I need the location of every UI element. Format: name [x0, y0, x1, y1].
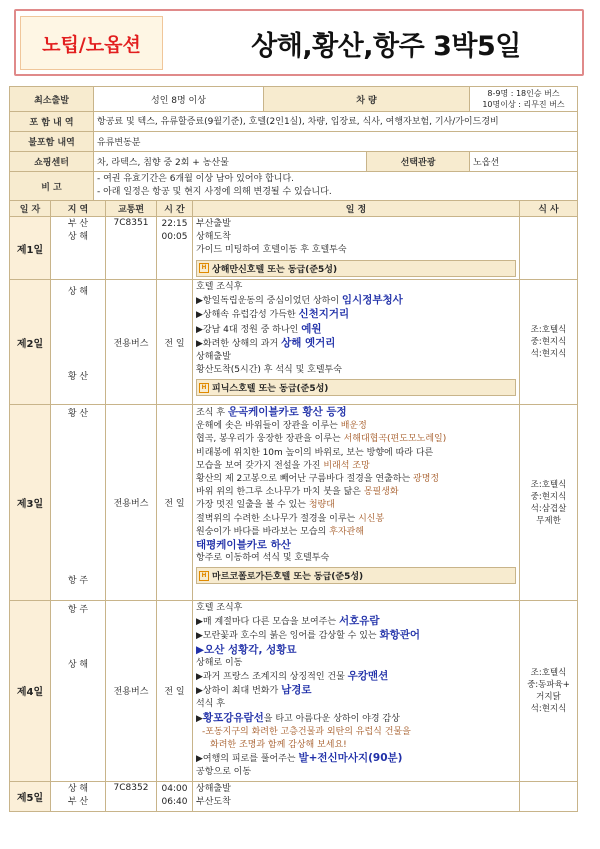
line-text: ▶과거 프랑스 조계지의 상징적인 건물 [196, 672, 348, 683]
line-text: 바위 위의 한그루 소나무가 마치 붓을 닮은 [196, 487, 364, 498]
schedule-line [196, 513, 516, 526]
region-2: 상 해 [67, 660, 89, 670]
vehicle-line-2: 10명이상 : 리무진 버스 [482, 100, 565, 109]
region-cell [51, 405, 106, 601]
line-text: 조식 후 [196, 408, 228, 418]
time-2: 00:05 [161, 232, 188, 242]
meal-breakfast: 조:호텔식 [530, 325, 567, 335]
line-text: 협곡, 봉우리가 웅장한 장관을 이루는 [196, 434, 344, 445]
day-row-2 [10, 280, 578, 405]
region-2: 상 해 [67, 232, 89, 242]
schedule-table [9, 200, 578, 812]
header-banner [14, 9, 584, 76]
schedule-cell [193, 405, 520, 601]
hotel-bar [196, 379, 516, 396]
vehicle-value [470, 87, 578, 112]
highlight-text: 서해대협곡(편도모노레일) [343, 434, 447, 445]
line-text: ▶강남 4대 정원 중 하나인 [196, 324, 302, 335]
schedule-line: 상해도착 [196, 232, 231, 243]
day-label: 제2일 [10, 280, 51, 405]
schedule-line [196, 670, 516, 684]
exclude-label: 불포함 내역 [10, 132, 94, 152]
meal-lunch: 중:동파육+ [527, 679, 570, 690]
highlight-text: 발+전신마사지(90분) [298, 752, 403, 765]
hotel-icon: H [199, 383, 209, 393]
highlight-text: 몽필생화 [363, 487, 399, 498]
schedule-line: 석식 후 [196, 699, 225, 710]
transport-cell: 전용버스 [106, 601, 157, 782]
schedule-line [196, 473, 516, 486]
line-text: ▶여행의 피로를 풀어주는 [196, 754, 299, 765]
col-meal: 식 사 [520, 201, 578, 217]
schedule-line [196, 308, 516, 322]
region-2: 부 산 [67, 797, 89, 808]
region-1: 황 산 [67, 409, 89, 419]
schedule-line [196, 712, 516, 726]
exclude-value: 유류변동분 [94, 132, 578, 152]
highlight-text: 임시정부청사 [341, 294, 403, 307]
meal-cell [520, 217, 578, 280]
highlight-text: 시신봉 [358, 513, 385, 524]
region-2: 황 산 [67, 372, 89, 382]
include-value: 항공료 및 텍스, 유류할증료(9월기준), 호텔(2인1실), 차량, 입장료, 식사, 여행자보험, 기사/가이드경비 [94, 112, 578, 132]
meal-lunch-note: 거지닭 [536, 691, 561, 702]
schedule-line [196, 486, 516, 499]
day-label: 제4일 [10, 601, 51, 782]
min-departure-label: 최소출발 [10, 87, 94, 112]
schedule-line: 항주로 이동하여 석식 및 호텔투숙 [196, 553, 330, 564]
meal-dinner: 석:삼겹살 [530, 503, 567, 514]
transport-cell: 전용버스 [106, 280, 157, 405]
line-text: 원숭이가 바다를 바라보는 모습의 [196, 526, 330, 537]
min-departure-value: 성인 8명 이상 [94, 87, 264, 112]
schedule-line [196, 526, 516, 539]
schedule-line: 공항으로 이동 [196, 767, 252, 778]
meal-dinner-note: 무제한 [536, 515, 561, 526]
schedule-line [196, 615, 516, 629]
hotel-name: 피닉스호텔 또는 동급(준5성) [212, 384, 329, 395]
meal-breakfast: 조:호텔식 [530, 667, 567, 678]
transport-cell: 7C8352 [106, 781, 157, 811]
hotel-name: 마르코폴로가든호텔 또는 동급(준5성) [212, 572, 364, 583]
col-region: 지 역 [51, 201, 106, 217]
col-schedule: 일 정 [193, 201, 520, 217]
region-cell [51, 781, 106, 811]
note-label: 비 고 [10, 172, 94, 201]
day-label: 제3일 [10, 405, 51, 601]
schedule-line [196, 752, 516, 766]
itinerary-document [9, 86, 578, 812]
note-line-1: - 여권 유효기간은 6개월 이상 남아 있어야 합니다. [97, 174, 295, 184]
highlight-text: 비래석 조망 [323, 460, 370, 471]
badge-no-tip-no-option: 노팁/노옵션 [20, 16, 163, 70]
day-label: 제1일 [10, 217, 51, 280]
schedule-cell [193, 280, 520, 405]
include-label: 포 함 내 역 [10, 112, 94, 132]
line-text: ▶상하이 최대 번화가 [196, 686, 282, 697]
meal-cell [520, 781, 578, 811]
highlight-text: 상해 옛거리 [281, 336, 336, 349]
schedule-line [196, 420, 516, 433]
schedule-line: 상해출발 [196, 352, 231, 363]
schedule-line: 부산출발 [196, 219, 231, 229]
schedule-line [196, 433, 516, 446]
shopping-label: 쇼핑센터 [10, 152, 94, 172]
time-cell: 전 일 [157, 405, 193, 601]
schedule-line [196, 337, 516, 351]
note-value [94, 172, 578, 201]
line-text: ▶모란꽃과 호수의 붉은 잉어를 감상할 수 있는 [196, 631, 380, 642]
line-text: 가장 멋진 일출을 볼 수 있는 [196, 500, 309, 511]
line-text: 절벽위의 수려한 소나무가 절경을 이루는 [196, 513, 359, 524]
day-row-4 [10, 601, 578, 782]
highlight-text: 우캉맨션 [347, 670, 389, 683]
highlight-text: 광명정 [413, 474, 440, 485]
time-cell [157, 781, 193, 811]
highlight-text: 운곡케이블카로 황산 등정 [227, 406, 347, 418]
day-label: 제5일 [10, 781, 51, 811]
schedule-line [196, 499, 516, 512]
vehicle-line-1: 8-9명 : 18인승 버스 [487, 89, 560, 98]
day-row-5 [10, 781, 578, 811]
highlight-text: 청량대 [308, 500, 335, 511]
schedule-line: 상해로 이동 [196, 657, 243, 668]
schedule-line: 호텔 조식후 [196, 603, 243, 613]
highlight-text: 예원 [301, 322, 322, 335]
vehicle-label: 차 량 [264, 87, 470, 112]
highlight-text: 남경로 [281, 684, 312, 697]
schedule-line: 비래봉에 위치한 10m 높이의 바위로, 보는 방향에 따라 다른 [196, 447, 434, 458]
region-cell [51, 280, 106, 405]
schedule-cell [193, 217, 520, 280]
schedule-line: 태평케이블카로 하산 [196, 539, 291, 552]
shopping-value: 차, 라텍스, 침향 중 2회 + 농산물 [94, 152, 367, 172]
meal-dinner: 석:현지식 [530, 349, 567, 359]
meal-cell [520, 601, 578, 782]
time-2: 06:40 [161, 797, 188, 808]
region-cell [51, 601, 106, 782]
schedule-line: 상해출발 [196, 783, 231, 794]
time-cell [157, 217, 193, 280]
day-row-1 [10, 217, 578, 280]
schedule-line: ▶오산 성황각, 성황묘 [196, 643, 297, 656]
line-text: ▶상해속 유럽감성 가득한 [196, 310, 299, 321]
optional-tour-value: 노옵션 [470, 152, 578, 172]
col-time: 시 간 [157, 201, 193, 217]
schedule-line [196, 294, 516, 308]
meal-lunch: 중:현지식 [530, 491, 567, 502]
day-row-3 [10, 405, 578, 601]
transport-cell: 7C8351 [106, 217, 157, 280]
region-1: 항 주 [67, 605, 89, 615]
col-transport: 교통편 [106, 201, 157, 217]
schedule-line: 부산도착 [196, 796, 231, 807]
schedule-line: 화려한 조명과 함께 감상해 보세요! [210, 740, 347, 751]
line-text: ▶매 계절마다 다른 모습을 보여주는 [196, 617, 339, 628]
info-table [9, 86, 578, 201]
col-day: 일 자 [10, 201, 51, 217]
meal-lunch: 중:현지식 [530, 337, 567, 347]
meal-breakfast: 조:호텔식 [530, 479, 567, 490]
meal-cell [520, 405, 578, 601]
highlight-text: 황포강유람선 [202, 711, 264, 724]
hotel-name: 상해만신호텔 또는 동급(준5성) [212, 264, 338, 275]
page-title: 상해,황산,항주 3박5일 [251, 30, 521, 62]
time-cell: 전 일 [157, 601, 193, 782]
hotel-icon: H [199, 263, 209, 273]
hotel-icon: H [199, 571, 209, 581]
hotel-bar [196, 567, 516, 584]
line-text: 모습을 보여 갖가지 전설을 가진 [196, 460, 324, 471]
schedule-line: 황산도착(5시간) 후 석식 및 호텔투숙 [196, 365, 342, 376]
schedule-cell [193, 601, 520, 782]
region-1: 부 산 [67, 219, 89, 229]
schedule-line [196, 406, 516, 420]
line-text: ▶ [196, 713, 203, 724]
schedule-line [196, 323, 516, 337]
schedule-cell [193, 781, 520, 811]
schedule-line: 가이드 미팅하여 호텔이동 후 호텔투숙 [196, 245, 347, 256]
highlight-text: 서호유람 [338, 615, 380, 628]
transport-cell: 전용버스 [106, 405, 157, 601]
line-text: 황산의 제 2고봉으로 빼어난 구름바다 절경을 연출하는 [196, 474, 414, 485]
schedule-line: 호텔 조식후 [196, 282, 243, 292]
meal-dinner: 석:현지식 [530, 703, 567, 714]
hotel-bar [196, 260, 516, 277]
region-1: 상 해 [67, 287, 89, 297]
schedule-line [196, 629, 516, 643]
line-text: 운해에 솟은 바위들이 장관을 이루는 [196, 421, 341, 432]
time-1: 22:15 [161, 219, 188, 229]
line-text: ▶화려한 상해의 과거 [196, 338, 282, 349]
schedule-line [196, 684, 516, 698]
time-1: 04:00 [161, 784, 188, 795]
region-1: 상 해 [67, 784, 89, 795]
schedule-line [196, 460, 516, 473]
schedule-line: -포동지구의 화려한 고층건물과 외탄의 유럽식 건물을 [202, 726, 411, 737]
highlight-text: 화항관어 [379, 629, 421, 642]
meal-cell [520, 280, 578, 405]
highlight-text: 신천지거리 [298, 308, 350, 321]
time-cell: 전 일 [157, 280, 193, 405]
line-text: ▶항일독립운동의 중심이었던 상하이 [196, 296, 342, 307]
optional-tour-label: 선택관광 [367, 152, 470, 172]
line-text: 을 타고 아름다운 상하이 야경 감상 [263, 713, 400, 724]
region-cell [51, 217, 106, 280]
note-line-2: - 아래 일정은 항공 및 현지 사정에 의해 변경될 수 있습니다. [97, 187, 332, 197]
highlight-text: 배운정 [340, 421, 367, 432]
region-2: 항 주 [67, 576, 89, 586]
highlight-text: 후자관해 [329, 526, 364, 537]
